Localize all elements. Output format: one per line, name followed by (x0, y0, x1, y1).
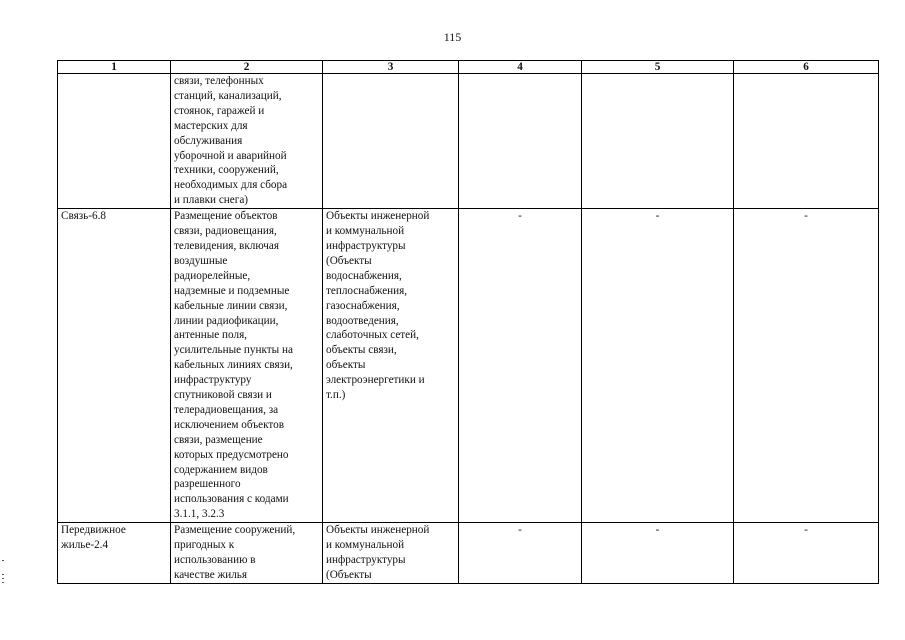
row-2-description-cell: Размещение объектов связи, радиовещания, телевидения, включая воздушные радиорелейные, надземные и подземные кабельные линии связи, линии радиофикации, антенные поля, усилительные пункты на кабельных линиях связи, инфраструктуру спутниковой связи и телерадиовещания, за исключением объектов связи, размещение которых предусмотрено содержанием видов разрешенного использования с кодами 3.1.1, 3.2.3 (171, 209, 323, 523)
column-header-3: 3 (323, 61, 459, 74)
table-row (58, 74, 879, 209)
row-3-code-cell: Передвижное жилье-2.4 (58, 523, 171, 584)
page-number: 115 (443, 30, 462, 44)
margin-mark (2, 578, 4, 579)
table-header-row (58, 61, 879, 74)
row-1-description-cell: связи, телефонных станций, канализаций, стоянок, гаражей и мастерских для обслуживания уборочной и аварийной техники, сооружений, необходимых для сбора и плавки снега) (171, 74, 323, 209)
column-header-5: 5 (582, 61, 734, 74)
row-3-col6-cell: - (734, 523, 879, 584)
row-1-code-cell (58, 74, 171, 209)
row-3-description-cell: Размещение сооружений, пригодных к использованию в качестве жилья (171, 523, 323, 584)
row-1-col5-cell (582, 74, 734, 209)
column-header-4: 4 (459, 61, 582, 74)
table-row (58, 523, 879, 584)
row-2-col6-cell: - (734, 209, 879, 523)
margin-mark (2, 582, 4, 583)
column-header-1: 1 (58, 61, 171, 74)
document-table (57, 60, 879, 584)
row-2-col5-cell: - (582, 209, 734, 523)
margin-mark (2, 574, 4, 575)
margin-mark (2, 560, 4, 561)
row-2-code-cell: Связь-6.8 (58, 209, 171, 523)
row-2-objects-cell: Объекты инженерной и коммунальной инфраструктуры (Объекты водоснабжения, теплоснабжения, газоснабжения, водоотведения, слаботочных сетей, объекты связи, объекты электроэнергетики и т.п.) (323, 209, 459, 523)
row-3-col5-cell: - (582, 523, 734, 584)
row-1-col6-cell (734, 74, 879, 209)
row-2-col4-cell: - (459, 209, 582, 523)
row-1-objects-cell (323, 74, 459, 209)
row-1-col4-cell (459, 74, 582, 209)
table-row (58, 209, 879, 523)
row-3-objects-cell: Объекты инженерной и коммунальной инфраструктуры (Объекты (323, 523, 459, 584)
row-3-col4-cell: - (459, 523, 582, 584)
column-header-6: 6 (734, 61, 879, 74)
column-header-2: 2 (171, 61, 323, 74)
